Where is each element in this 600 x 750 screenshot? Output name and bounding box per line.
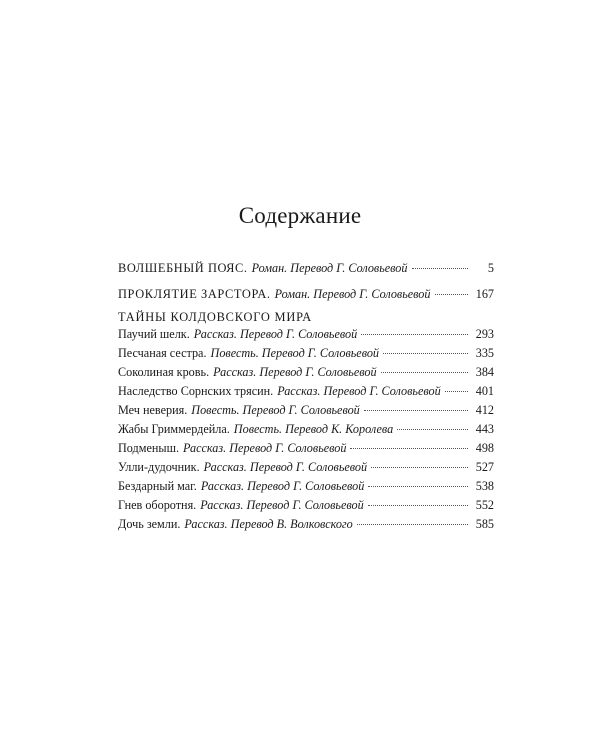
entry-description: Повесть. Перевод К. Королева [233,422,394,436]
toc-entry [118,516,494,533]
toc-entry [118,383,494,400]
entry-page-number: 552 [475,498,494,512]
entry-description: Рассказ. Перевод Г. Соловьевой [203,460,368,474]
entry-title: Соколиная кровь. [118,365,210,379]
leader-dots [368,505,468,506]
entry-title: Паучий шелк. [118,327,190,341]
entry-page-number: 585 [475,517,494,531]
entry-title: Меч неверия. [118,403,188,417]
leader-dots [361,334,468,335]
entry-title: Песчаная сестра. [118,346,207,360]
entry-description: Повесть. Перевод Г. Соловьевой [191,403,360,417]
page-title: Содержание [238,203,362,228]
entry-description: Рассказ. Перевод Г. Соловьевой [193,327,358,341]
leader-dots [368,486,468,487]
leader-dots [435,294,469,295]
entry-title: Гнев оборотня. [118,498,197,512]
entry-description: Рассказ. Перевод Г. Соловьевой [200,498,364,512]
toc-entry-major [118,286,494,303]
section-heading: ТАЙНЫ КОЛДОВСКОГО МИРА [118,310,312,324]
entry-page-number: 412 [475,403,494,417]
entry-title: ПРОКЛЯТИЕ ЗАРСТОРА. [118,287,271,301]
toc-entry [118,459,494,476]
entry-description: Рассказ. Перевод Г. Соловьевой [183,441,347,455]
toc-entry [118,421,494,438]
toc-entry [118,364,494,381]
leader-dots [445,391,468,392]
entry-page-number: 538 [475,479,494,493]
leader-dots [371,467,468,468]
toc-entry [118,440,494,457]
entry-description: Рассказ. Перевод В. Волковского [184,517,353,531]
leader-dots [350,448,468,449]
toc-entry [118,402,494,419]
entry-description: Рассказ. Перевод Г. Соловьевой [213,365,377,379]
entry-title: Подменыш. [118,441,180,455]
entry-page-number: 384 [475,365,494,379]
toc-entry [118,326,494,343]
entry-page-number: 498 [475,441,494,455]
entry-title: Дочь земли. [118,517,181,531]
entry-page-number: 5 [487,261,494,275]
toc-entry [118,345,494,362]
entry-description: Роман. Перевод Г. Соловьевой [274,287,431,301]
leader-dots [397,429,468,430]
entry-description: Рассказ. Перевод Г. Соловьевой [277,384,441,398]
leader-dots [357,524,468,525]
leader-dots [381,372,468,373]
entry-page-number: 527 [475,460,494,474]
entry-description: Роман. Перевод Г. Соловьевой [251,261,408,275]
entry-title: Улли-дудочник. [118,460,200,474]
toc-entry [118,497,494,514]
entry-description: Повесть. Перевод Г. Соловьевой [210,346,380,360]
toc-entry [118,478,494,495]
entry-page-number: 401 [475,384,494,398]
entry-title: Жабы Гриммердейла. [118,422,230,436]
entry-page-number: 443 [475,422,494,436]
entry-title: ВОЛШЕБНЫЙ ПОЯС. [118,261,248,275]
entry-title: Наследство Сорнских трясин. [118,384,274,398]
entry-page-number: 167 [475,287,494,301]
entry-page-number: 293 [475,327,494,341]
entry-title: Бездарный маг. [118,479,197,493]
toc-entry-major [118,260,494,277]
entry-description: Рассказ. Перевод Г. Соловьевой [200,479,365,493]
leader-dots [364,410,468,411]
leader-dots [412,268,469,269]
leader-dots [383,353,468,354]
entry-page-number: 335 [475,346,494,360]
